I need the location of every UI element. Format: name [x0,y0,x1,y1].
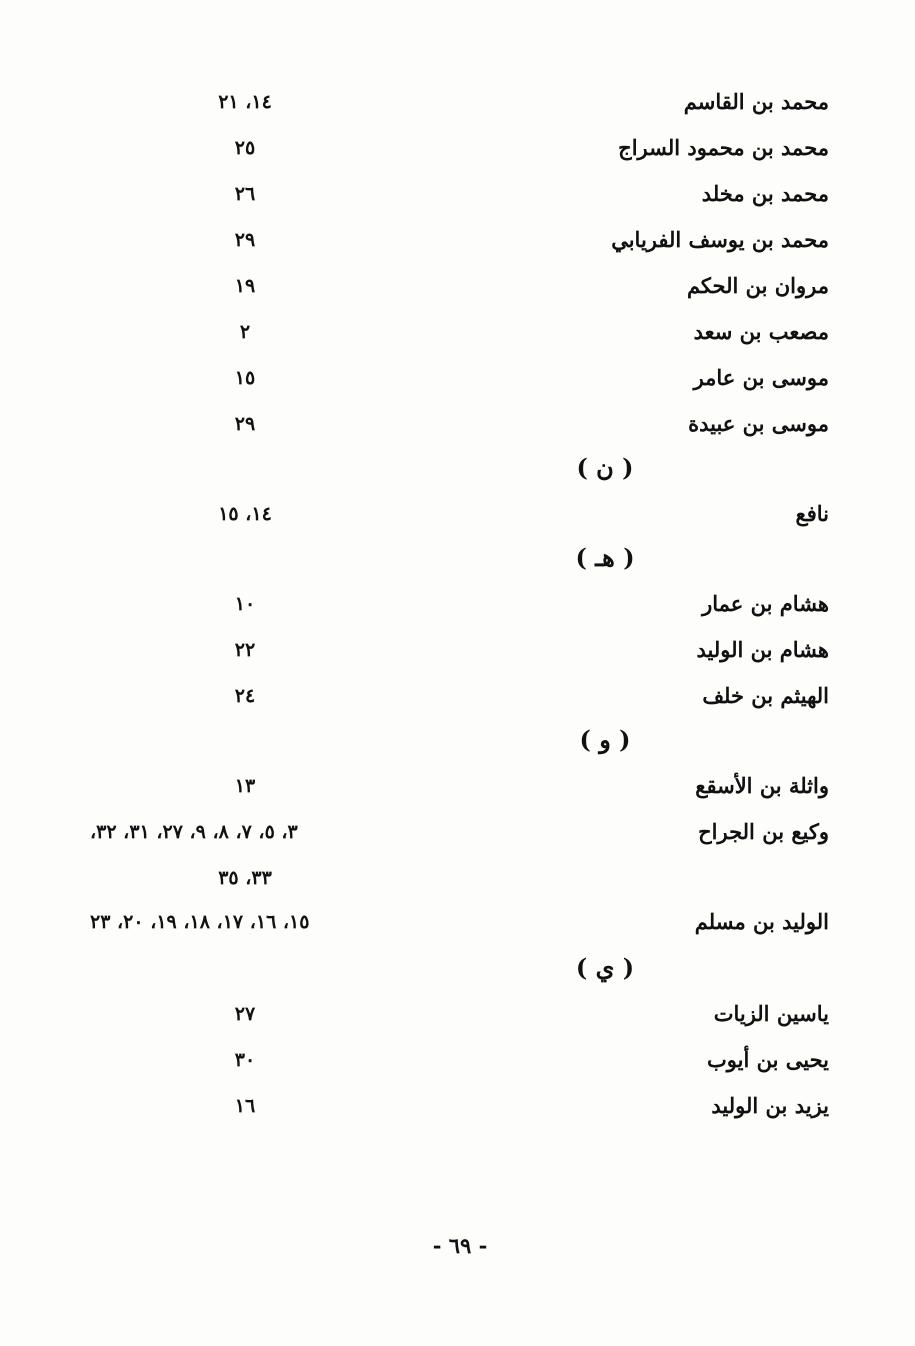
entry-pages: ١٤، ١٥ [218,503,272,525]
entry-name: نافع [795,501,829,526]
index-entry [0,1040,915,1080]
entry-name: محمد بن القاسم [683,89,829,114]
entry-name: يزيد بن الوليد [711,1093,829,1118]
entry-name: موسى بن عامر [693,365,829,390]
entry-pages: ١٦ [234,1095,256,1117]
entry-pages: ١٥ [234,367,256,389]
index-entry [0,902,915,942]
entry-name: موسى بن عبيدة [688,411,829,436]
index-entry [0,812,915,852]
index-entry [0,766,915,806]
entry-pages: ٣، ٥، ٧، ٨، ٩، ٢٧، ٣١، ٣٢، [90,821,298,843]
entry-pages: ١٣ [234,775,256,797]
entry-pages: ٢٦ [234,183,256,205]
entry-name: محمد بن محمود السراج [618,135,829,160]
index-entry [0,494,915,534]
entry-name: محمد بن مخلد [701,181,829,206]
entry-name: هشام بن الوليد [696,637,829,662]
entry-pages-continued: ٣٣، ٣٥ [218,867,272,889]
entry-pages: ١٠ [234,593,256,615]
page-number: - ٦٩ - [432,1233,488,1258]
index-entry [0,82,915,122]
index-entry [0,128,915,168]
entry-name: الوليد بن مسلم [694,909,829,934]
index-entry [0,676,915,716]
index-entry [0,1086,915,1126]
entry-pages: ٢٤ [234,685,256,707]
entry-pages: ٢ [239,321,251,343]
entry-name: ياسين الزيات [713,1001,829,1026]
entry-pages: ٢٥ [234,137,256,159]
index-entry [0,174,915,214]
entry-name: محمد بن يوسف الفريابي [611,227,829,252]
index-entry [0,630,915,670]
entry-name: هشام بن عمار [702,591,829,616]
entry-name: مصعب بن سعد [693,319,829,344]
section-letter-ya: ( ي ) [575,953,635,982]
entry-name: مروان بن الحكم [686,273,829,298]
entry-name: الهيثم بن خلف [702,683,829,708]
entry-name: يحيى بن أيوب [707,1047,829,1072]
entry-pages: ٣٠ [234,1049,256,1071]
index-entry [0,358,915,398]
entry-pages: ٢٢ [234,639,256,661]
entry-pages: ١٥، ١٦، ١٧، ١٨، ١٩، ٢٠، ٢٣ [90,911,310,933]
section-letter-nun: ( ن ) [576,453,634,482]
section-letter-waw: ( و ) [579,725,631,754]
entry-pages: ١٤، ٢١ [218,91,272,113]
index-entry [0,584,915,624]
section-letter-ha: ( هـ ) [575,543,635,572]
entry-name: وكيع بن الجراح [698,819,829,844]
index-entry [0,994,915,1034]
entry-pages: ٢٩ [234,229,256,251]
index-entry [0,312,915,352]
index-entry-continuation [0,858,915,898]
entry-name: واثلة بن الأسقع [695,773,829,798]
index-entry [0,220,915,260]
entry-pages: ١٩ [234,275,256,297]
index-entry [0,404,915,444]
entry-pages: ٢٩ [234,413,256,435]
index-entry [0,266,915,306]
entry-pages: ٢٧ [234,1003,256,1025]
